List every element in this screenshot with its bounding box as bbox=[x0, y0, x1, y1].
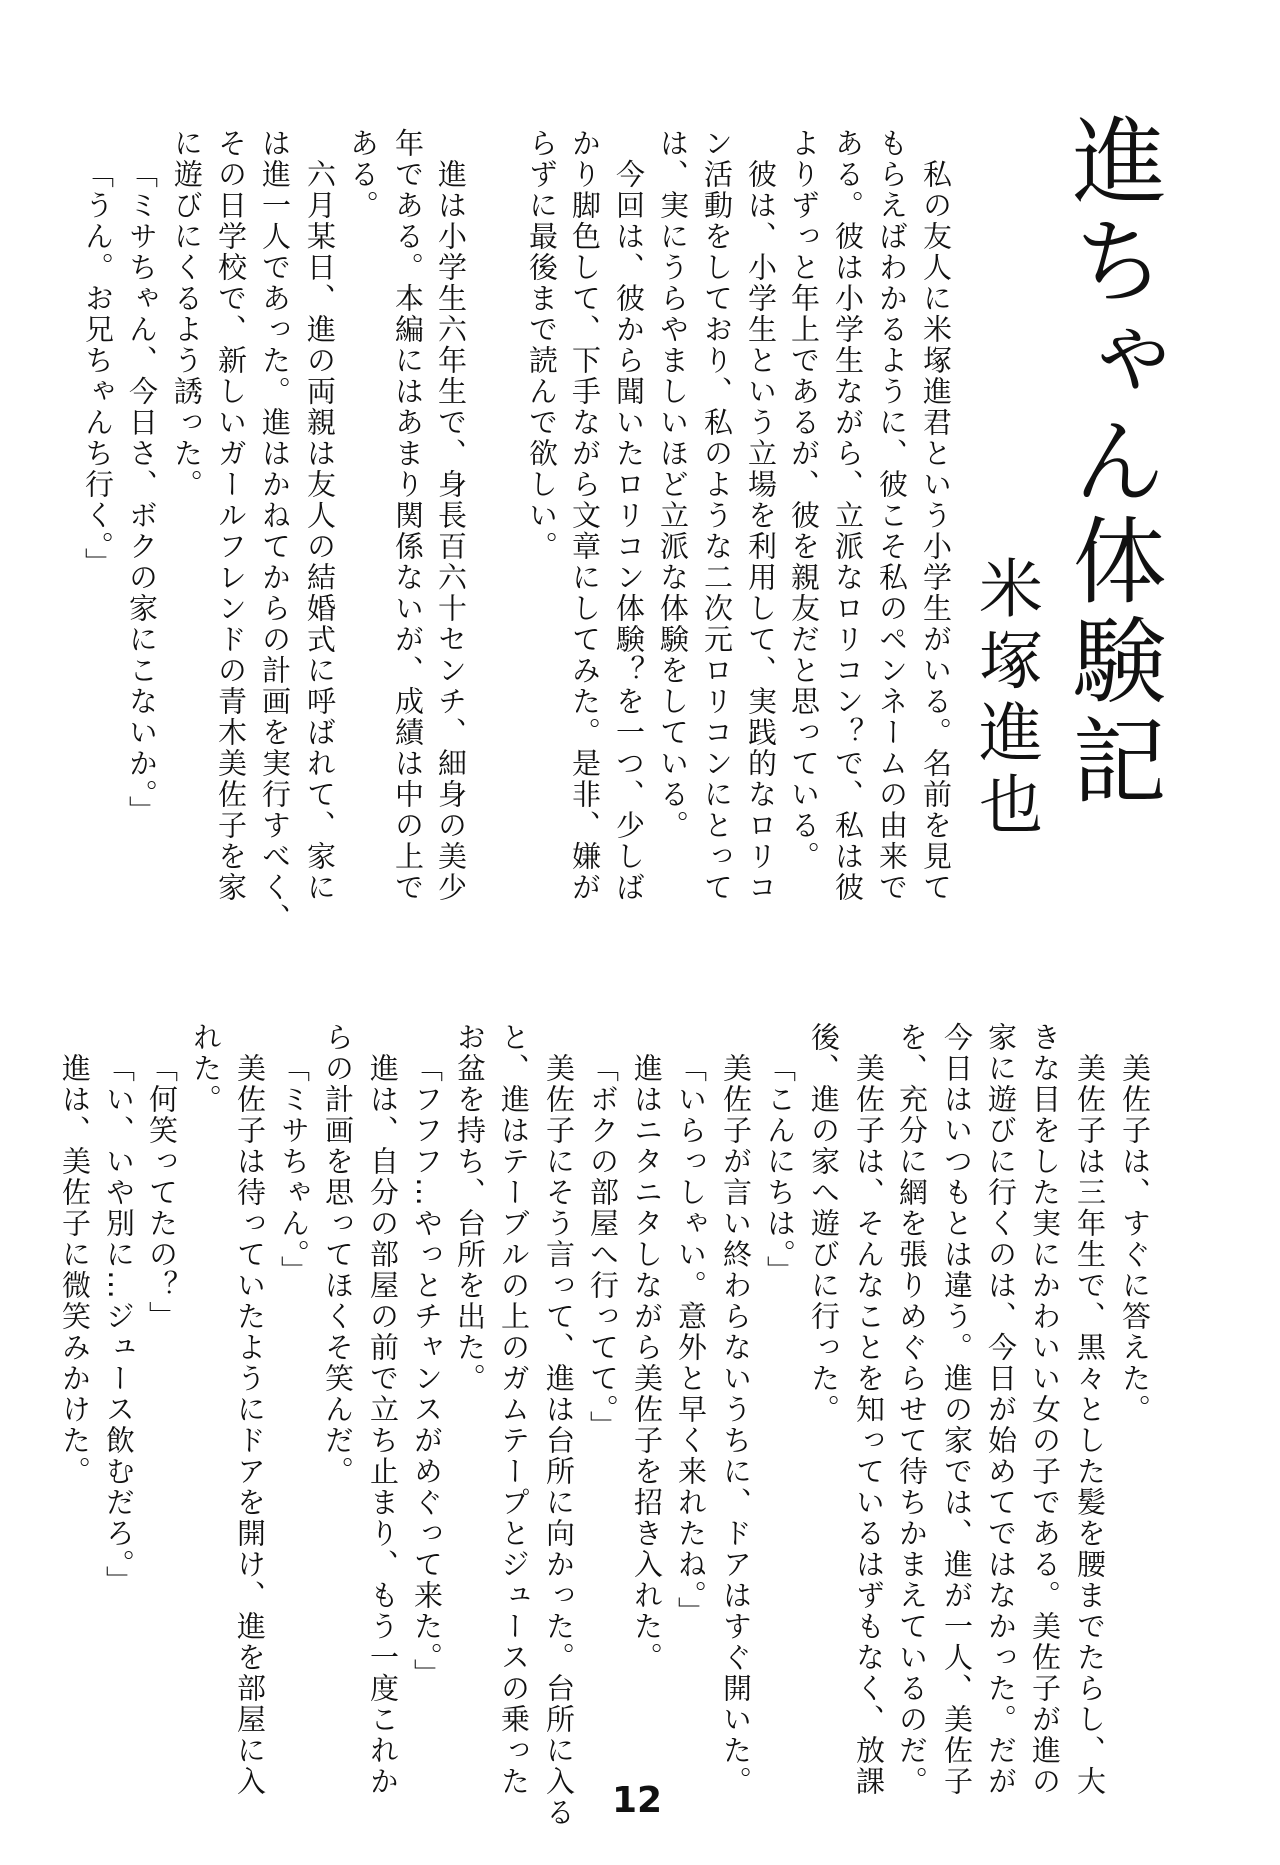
text-column: 後、進の家へ遊びに行った。 bbox=[807, 1022, 841, 1425]
text-column: 美佐子は三年生で、黒々とした髪を腰までたらし、大 bbox=[1073, 1053, 1107, 1797]
text-column: 「ボクの部屋へ行ってて。」 bbox=[586, 1053, 620, 1442]
text-column: 進はニタニタしながら美佐子を招き入れた。 bbox=[630, 1053, 664, 1673]
text-column: 「いらっしゃい。意外と早く来れたね。」 bbox=[674, 1053, 708, 1628]
text-column: 「ミサちゃん。」 bbox=[277, 1053, 311, 1287]
text-column: 美佐子が言い終わらないうちに、ドアはすぐ開いた。 bbox=[719, 1053, 753, 1797]
text-column: は進一人であった。進はかねてからの計画を実行すべく、 bbox=[258, 128, 292, 934]
text-column: よりずっと年上であるが、彼を親友だと思っている。 bbox=[787, 128, 821, 872]
text-column: ン活動をしており、私のような二次元ロリコンにとって bbox=[700, 128, 734, 903]
text-column: 「何笑ってたの？」 bbox=[145, 1053, 179, 1332]
page-number: 12 bbox=[612, 1780, 663, 1821]
text-column: 美佐子は、そんなことを知っているはずもなく、放課 bbox=[852, 1053, 886, 1797]
text-column: 進は、自分の部屋の前で立ち止まり、もう一度これか bbox=[366, 1053, 400, 1797]
text-column: 彼は、小学生という立場を利用して、実践的なロリコ bbox=[744, 159, 778, 903]
text-column: 美佐子にそう言って、進は台所に向かった。台所に入る bbox=[542, 1053, 576, 1828]
text-column: は、実にうらやましいほど立派な体験をしている。 bbox=[656, 128, 690, 841]
text-column: と、進はテーブルの上のガムテープとジュースの乗った bbox=[497, 1022, 531, 1797]
text-column: ある。彼は小学生ながら、立派なロリコン？で、私は彼 bbox=[831, 128, 865, 903]
text-column: 「ミサちゃん、今日さ、ボクの家にこないか。」 bbox=[125, 159, 159, 827]
text-column: 美佐子は、すぐに答えた。 bbox=[1118, 1053, 1152, 1425]
text-column: 年である。本編にはあまり関係ないが、成績は中の上で bbox=[391, 128, 425, 903]
text-column: 「フフフ…やっとチャンスがめぐって来た。」 bbox=[410, 1053, 444, 1690]
text-column: 「い、いや別に…ジュース飲むだろ。」 bbox=[102, 1053, 136, 1597]
text-column: 美佐子は待っていたようにドアを開け、進を部屋に入 bbox=[233, 1053, 267, 1797]
text-column: 「こんにちは。」 bbox=[763, 1053, 797, 1287]
text-column: 「うん。お兄ちゃんち行く。」 bbox=[81, 159, 115, 579]
text-column: に遊びにくるよう誘った。 bbox=[170, 128, 204, 500]
text-column: 今日はいつもとは違う。進の家では、進が一人、美佐子 bbox=[940, 1022, 974, 1797]
text-column: かり脚色して、下手ながら文章にしてみた。是非、嫌が bbox=[568, 128, 602, 903]
text-column: を、充分に網を張りめぐらせて待ちかまえているのだ。 bbox=[895, 1022, 929, 1797]
text-column: れた。 bbox=[189, 1022, 223, 1115]
text-column: 家に遊びに行くのは、今日が始めてではなかった。だが bbox=[984, 1022, 1018, 1797]
text-column: らの計画を思ってほくそ笑んだ。 bbox=[321, 1022, 355, 1487]
text-column: 進は、美佐子に微笑みかけた。 bbox=[58, 1053, 92, 1487]
text-column: らずに最後まで読んで欲しい。 bbox=[525, 128, 559, 562]
text-column: 進は小学生六年生で、身長百六十センチ、細身の美少 bbox=[434, 159, 468, 903]
text-column: ある。 bbox=[346, 128, 380, 221]
text-column: 六月某日、進の両親は友人の結婚式に呼ばれて、家に bbox=[303, 159, 337, 903]
text-column: きな目をした実にかわいい女の子である。美佐子が進の bbox=[1028, 1022, 1062, 1797]
text-column: もらえばわかるように、彼こそ私のペンネームの由来で bbox=[875, 128, 909, 903]
story-title: 進ちゃん体験記 bbox=[1056, 112, 1165, 812]
text-column: 今回は、彼から聞いたロリコン体験？を一つ、少しば bbox=[612, 159, 646, 903]
author-name: 米塚進也 bbox=[968, 555, 1042, 843]
text-column: 私の友人に米塚進君という小学生がいる。名前を見て bbox=[919, 159, 953, 903]
text-column: その日学校で、新しいガールフレンドの青木美佐子を家 bbox=[214, 128, 248, 903]
text-column: お盆を持ち、台所を出た。 bbox=[453, 1022, 487, 1394]
